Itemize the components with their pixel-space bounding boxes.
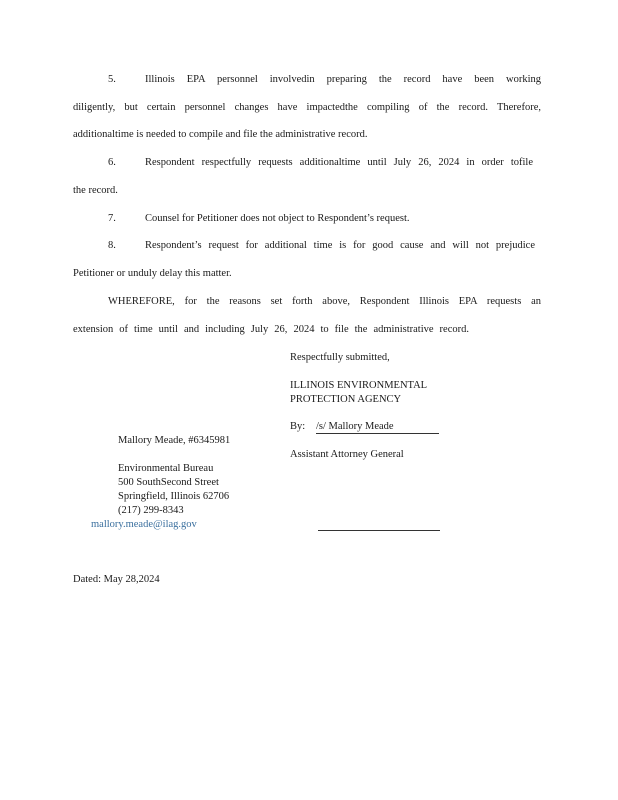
closing: Respectfully submitted, [290,352,390,363]
paragraph-8-number: 8. [108,240,116,251]
by-label: By: [290,421,306,432]
electronic-signature: /s/ Mallory Meade [316,421,394,432]
paragraph-7-line-1: Counsel for Petitioner does not object to Respondent’s request. [145,213,410,224]
signer-title: Assistant Attorney General [290,449,404,460]
paragraph-7-number: 7. [108,213,116,224]
paragraph-5-line-1: Illinois EPA personnel involvedin preparing the record have been working [145,74,541,85]
bureau-name: Environmental Bureau [118,463,214,474]
email-link[interactable]: mallory.meade@ilag.gov [91,519,197,530]
paragraph-5-line-3: additionaltime is needed to compile and file the administrative record. [73,129,368,140]
agency-name-line-1: ILLINOIS ENVIRONMENTAL [290,380,428,391]
signature-line [316,433,439,434]
attorney-name: Mallory Meade, #6345981 [118,435,231,446]
paragraph-5-line-2: diligently, but certain personnel changes have impactedthe compiling of the record. Therefore, [73,102,541,113]
wherefore-line-2: extension of time until and including July 26, 2024 to file the administrative record. [73,324,469,335]
street-address: 500 SouthSecond Street [118,477,219,488]
date-line: Dated: May 28,2024 [73,574,160,585]
city-state-zip: Springfield, Illinois 62706 [118,491,230,502]
blank-signature-line [318,530,440,531]
paragraph-6-line-1: Respondent respectfully requests additionaltime until July 26, 2024 in order tofile [145,157,533,168]
wherefore-line-1: WHEREFORE, for the reasons set forth above, Respondent Illinois EPA requests an [108,296,541,307]
paragraph-5-number: 5. [108,74,116,85]
paragraph-8-line-2: Petitioner or unduly delay this matter. [73,268,232,279]
paragraph-8-line-1: Respondent’s request for additional time is for good cause and will not prejudice [145,240,535,251]
agency-name-line-2: PROTECTION AGENCY [290,394,402,405]
paragraph-6-number: 6. [108,157,116,168]
paragraph-6-line-2: the record. [73,185,118,196]
phone-number: (217) 299-8343 [118,505,184,516]
